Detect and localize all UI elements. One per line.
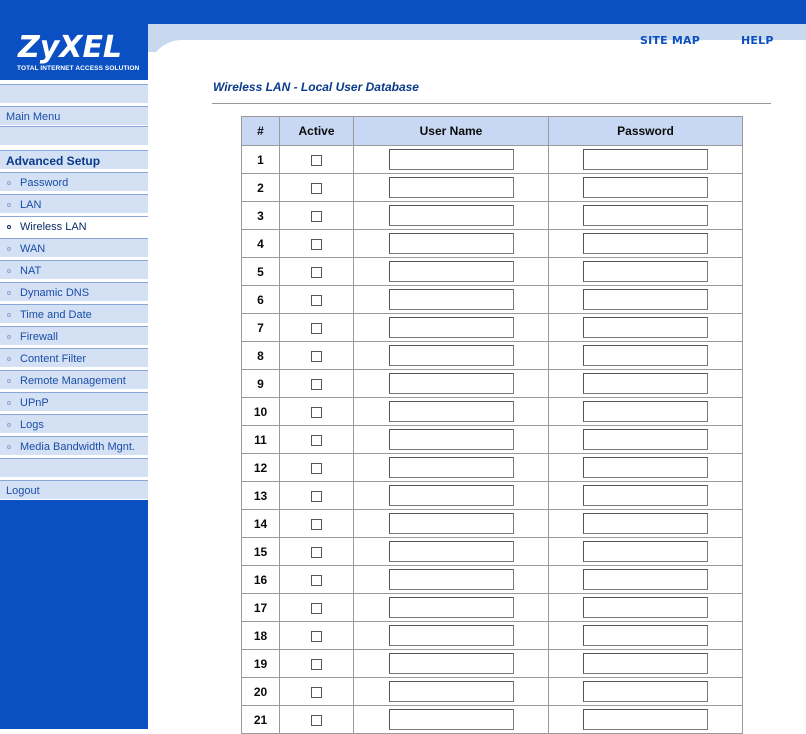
user-name-cell xyxy=(354,566,548,593)
active-cell xyxy=(280,258,353,285)
active-cell xyxy=(280,426,353,453)
row-number: 6 xyxy=(242,286,279,313)
active-checkbox[interactable] xyxy=(311,463,322,474)
table-row xyxy=(242,426,742,453)
password-cell xyxy=(549,202,742,229)
user-name-cell xyxy=(354,398,548,425)
active-checkbox[interactable] xyxy=(311,435,322,446)
column-header-number: # xyxy=(242,117,279,145)
active-checkbox[interactable] xyxy=(311,575,322,586)
password-input[interactable] xyxy=(583,597,708,618)
table-row xyxy=(242,370,742,397)
sidebar-item-wan[interactable] xyxy=(0,238,148,258)
user-name-input[interactable] xyxy=(389,373,514,394)
password-input[interactable] xyxy=(583,345,708,366)
sidebar-item-nat-label: NAT xyxy=(20,265,42,277)
password-input[interactable] xyxy=(583,233,708,254)
top-bar xyxy=(0,0,806,24)
active-checkbox[interactable] xyxy=(311,323,322,334)
site-map-link[interactable]: SITE MAP xyxy=(640,34,700,47)
password-input[interactable] xyxy=(583,485,708,506)
table-row xyxy=(242,398,742,425)
table-row xyxy=(242,202,742,229)
row-number: 3 xyxy=(242,202,279,229)
column-header-active: Active xyxy=(280,117,353,145)
sidebar-item-remote-management[interactable] xyxy=(0,370,148,390)
password-cell xyxy=(549,342,742,369)
password-input[interactable] xyxy=(583,429,708,450)
user-name-cell xyxy=(354,370,548,397)
table-row xyxy=(242,230,742,257)
local-user-table xyxy=(241,116,743,734)
active-checkbox[interactable] xyxy=(311,267,322,278)
active-cell xyxy=(280,594,353,621)
password-cell xyxy=(549,398,742,425)
user-name-input[interactable] xyxy=(389,289,514,310)
help-link[interactable]: HELP xyxy=(741,34,774,47)
active-checkbox[interactable] xyxy=(311,351,322,362)
password-cell xyxy=(549,454,742,481)
active-cell xyxy=(280,482,353,509)
user-name-input[interactable] xyxy=(389,625,514,646)
active-cell xyxy=(280,398,353,425)
password-input[interactable] xyxy=(583,177,708,198)
bullet-icon xyxy=(7,269,11,273)
user-name-cell xyxy=(354,258,548,285)
password-input[interactable] xyxy=(583,205,708,226)
active-cell xyxy=(280,286,353,313)
table-row xyxy=(242,650,742,677)
user-name-cell xyxy=(354,510,548,537)
sidebar-item-logout-label: Logout xyxy=(6,485,40,497)
active-cell xyxy=(280,146,353,173)
active-checkbox[interactable] xyxy=(311,603,322,614)
row-number: 1 xyxy=(242,146,279,173)
bullet-icon xyxy=(7,203,11,207)
user-name-input[interactable] xyxy=(389,485,514,506)
password-cell xyxy=(549,482,742,509)
password-input[interactable] xyxy=(583,289,708,310)
bullet-icon xyxy=(7,291,11,295)
sidebar-spacer xyxy=(0,84,148,104)
active-cell xyxy=(280,510,353,537)
password-input[interactable] xyxy=(583,709,708,730)
password-input[interactable] xyxy=(583,457,708,478)
table-row xyxy=(242,678,742,705)
active-checkbox[interactable] xyxy=(311,155,322,166)
user-name-cell xyxy=(354,286,548,313)
table-row xyxy=(242,594,742,621)
row-number: 5 xyxy=(242,258,279,285)
row-number: 12 xyxy=(242,454,279,481)
active-checkbox[interactable] xyxy=(311,211,322,222)
active-checkbox[interactable] xyxy=(311,239,322,250)
sidebar-spacer xyxy=(0,126,148,146)
user-name-input[interactable] xyxy=(389,541,514,562)
active-cell xyxy=(280,678,353,705)
column-header-password: Password xyxy=(549,117,742,145)
user-name-input[interactable] xyxy=(389,149,514,170)
table-row xyxy=(242,510,742,537)
table-row xyxy=(242,482,742,509)
bullet-icon xyxy=(7,335,11,339)
content-curve xyxy=(148,40,806,80)
row-number: 9 xyxy=(242,370,279,397)
sidebar-item-logs[interactable] xyxy=(0,414,148,434)
table-row xyxy=(242,146,742,173)
row-number: 17 xyxy=(242,594,279,621)
user-name-input[interactable] xyxy=(389,429,514,450)
bullet-icon xyxy=(7,225,11,229)
user-name-input[interactable] xyxy=(389,345,514,366)
sidebar-item-main-menu-label: Main Menu xyxy=(6,111,61,123)
logo xyxy=(0,24,148,80)
sidebar-item-time-and-date[interactable] xyxy=(0,304,148,324)
password-cell xyxy=(549,370,742,397)
table-row xyxy=(242,342,742,369)
password-cell xyxy=(549,622,742,649)
password-cell xyxy=(549,678,742,705)
row-number: 11 xyxy=(242,426,279,453)
password-cell xyxy=(549,594,742,621)
user-name-input[interactable] xyxy=(389,681,514,702)
password-input[interactable] xyxy=(583,373,708,394)
password-input[interactable] xyxy=(583,653,708,674)
bullet-icon xyxy=(7,357,11,361)
password-input[interactable] xyxy=(583,625,708,646)
sidebar-item-wireless-lan-label: Wireless LAN xyxy=(20,221,87,233)
user-name-cell xyxy=(354,230,548,257)
active-cell xyxy=(280,314,353,341)
active-checkbox[interactable] xyxy=(311,407,322,418)
user-name-cell xyxy=(354,174,548,201)
password-input[interactable] xyxy=(583,681,708,702)
table-header-row xyxy=(242,117,742,145)
row-number: 14 xyxy=(242,510,279,537)
row-number: 2 xyxy=(242,174,279,201)
password-cell xyxy=(549,286,742,313)
row-number: 13 xyxy=(242,482,279,509)
sidebar-item-remote-management-label: Remote Management xyxy=(20,375,126,387)
sidebar-item-nat[interactable] xyxy=(0,260,148,280)
user-name-cell xyxy=(354,342,548,369)
password-cell xyxy=(549,258,742,285)
user-name-input[interactable] xyxy=(389,261,514,282)
sidebar-item-firewall[interactable] xyxy=(0,326,148,346)
row-number: 7 xyxy=(242,314,279,341)
user-name-cell xyxy=(354,594,548,621)
sidebar-item-logout[interactable] xyxy=(0,480,148,500)
user-name-input[interactable] xyxy=(389,513,514,534)
bullet-icon xyxy=(7,401,11,405)
row-number: 21 xyxy=(242,706,279,733)
user-name-cell xyxy=(354,482,548,509)
sidebar-item-media-bandwidth-mgnt-label: Media Bandwidth Mgnt. xyxy=(20,441,135,453)
user-name-input[interactable] xyxy=(389,233,514,254)
row-number: 4 xyxy=(242,230,279,257)
user-name-input[interactable] xyxy=(389,177,514,198)
user-name-input[interactable] xyxy=(389,457,514,478)
table-body xyxy=(242,146,742,733)
user-name-input[interactable] xyxy=(389,205,514,226)
column-header-user-name: User Name xyxy=(354,117,548,145)
page-title: Wireless LAN - Local User Database xyxy=(213,80,419,94)
user-name-input[interactable] xyxy=(389,569,514,590)
logo-tagline: TOTAL INTERNET ACCESS SOLUTION xyxy=(17,65,140,72)
sidebar-spacer xyxy=(0,458,148,478)
active-checkbox[interactable] xyxy=(311,687,322,698)
sidebar-item-dynamic-dns-label: Dynamic DNS xyxy=(20,287,90,299)
sidebar-item-content-filter-label: Content Filter xyxy=(20,353,87,365)
password-input[interactable] xyxy=(583,569,708,590)
sidebar-item-logs-label: Logs xyxy=(20,419,44,431)
title-divider xyxy=(212,103,771,104)
active-checkbox[interactable] xyxy=(311,183,322,194)
sidebar-item-wireless-lan[interactable] xyxy=(0,216,148,236)
sidebar xyxy=(0,80,148,729)
table-row xyxy=(242,174,742,201)
password-input[interactable] xyxy=(583,513,708,534)
active-checkbox[interactable] xyxy=(311,295,322,306)
bullet-icon xyxy=(7,313,11,317)
sidebar-item-upnp[interactable] xyxy=(0,392,148,412)
user-name-cell xyxy=(354,650,548,677)
logo-text: ZyXEL xyxy=(18,30,123,65)
bullet-icon xyxy=(7,247,11,251)
user-name-input[interactable] xyxy=(389,317,514,338)
user-name-cell xyxy=(354,622,548,649)
sidebar-item-password[interactable] xyxy=(0,172,148,192)
active-cell xyxy=(280,650,353,677)
sidebar-item-time-and-date-label: Time and Date xyxy=(20,309,92,321)
active-cell xyxy=(280,454,353,481)
sidebar-item-dynamic-dns[interactable] xyxy=(0,282,148,302)
password-cell xyxy=(549,566,742,593)
active-checkbox[interactable] xyxy=(311,491,322,502)
active-checkbox[interactable] xyxy=(311,631,322,642)
row-number: 20 xyxy=(242,678,279,705)
sidebar-item-main-menu[interactable] xyxy=(0,106,148,126)
sidebar-section-advanced-setup-label: Advanced Setup xyxy=(6,154,101,168)
active-cell xyxy=(280,622,353,649)
sidebar-item-password-label: Password xyxy=(20,177,69,189)
password-input[interactable] xyxy=(583,541,708,562)
user-name-cell xyxy=(354,314,548,341)
table-row xyxy=(242,454,742,481)
active-checkbox[interactable] xyxy=(311,379,322,390)
active-cell xyxy=(280,202,353,229)
user-name-input[interactable] xyxy=(389,709,514,730)
user-name-cell xyxy=(354,678,548,705)
row-number: 10 xyxy=(242,398,279,425)
password-cell xyxy=(549,174,742,201)
user-name-cell xyxy=(354,426,548,453)
bullet-icon xyxy=(7,181,11,185)
user-name-input[interactable] xyxy=(389,653,514,674)
table-row xyxy=(242,314,742,341)
table-row xyxy=(242,622,742,649)
sidebar-item-content-filter[interactable] xyxy=(0,348,148,368)
active-cell xyxy=(280,538,353,565)
user-name-cell xyxy=(354,454,548,481)
password-cell xyxy=(549,510,742,537)
sidebar-item-upnp-label: UPnP xyxy=(20,397,49,409)
bullet-icon xyxy=(7,423,11,427)
bullet-icon xyxy=(7,379,11,383)
password-cell xyxy=(549,230,742,257)
sidebar-item-wan-label: WAN xyxy=(20,243,46,255)
row-number: 8 xyxy=(242,342,279,369)
row-number: 18 xyxy=(242,622,279,649)
sidebar-item-lan[interactable] xyxy=(0,194,148,214)
active-cell xyxy=(280,370,353,397)
password-input[interactable] xyxy=(583,149,708,170)
active-checkbox[interactable] xyxy=(311,519,322,530)
row-number: 15 xyxy=(242,538,279,565)
password-cell xyxy=(549,314,742,341)
bullet-icon xyxy=(7,445,11,449)
password-cell xyxy=(549,538,742,565)
user-name-cell xyxy=(354,202,548,229)
sidebar-item-lan-label: LAN xyxy=(20,199,42,211)
sidebar-section-advanced-setup xyxy=(0,150,148,170)
active-cell xyxy=(280,174,353,201)
user-name-cell xyxy=(354,538,548,565)
password-cell xyxy=(549,146,742,173)
table-row xyxy=(242,566,742,593)
user-name-input[interactable] xyxy=(389,401,514,422)
password-cell xyxy=(549,650,742,677)
user-name-cell xyxy=(354,146,548,173)
sidebar-item-firewall-label: Firewall xyxy=(20,331,58,343)
user-name-input[interactable] xyxy=(389,597,514,618)
active-cell xyxy=(280,342,353,369)
row-number: 16 xyxy=(242,566,279,593)
password-input[interactable] xyxy=(583,261,708,282)
active-checkbox[interactable] xyxy=(311,659,322,670)
active-cell xyxy=(280,230,353,257)
password-cell xyxy=(549,426,742,453)
active-checkbox[interactable] xyxy=(311,715,322,726)
active-checkbox[interactable] xyxy=(311,547,322,558)
password-input[interactable] xyxy=(583,317,708,338)
password-input[interactable] xyxy=(583,401,708,422)
row-number: 19 xyxy=(242,650,279,677)
sidebar-item-media-bandwidth-mgnt[interactable] xyxy=(0,436,148,456)
table-row xyxy=(242,258,742,285)
table-row xyxy=(242,538,742,565)
active-cell xyxy=(280,566,353,593)
table-row xyxy=(242,286,742,313)
